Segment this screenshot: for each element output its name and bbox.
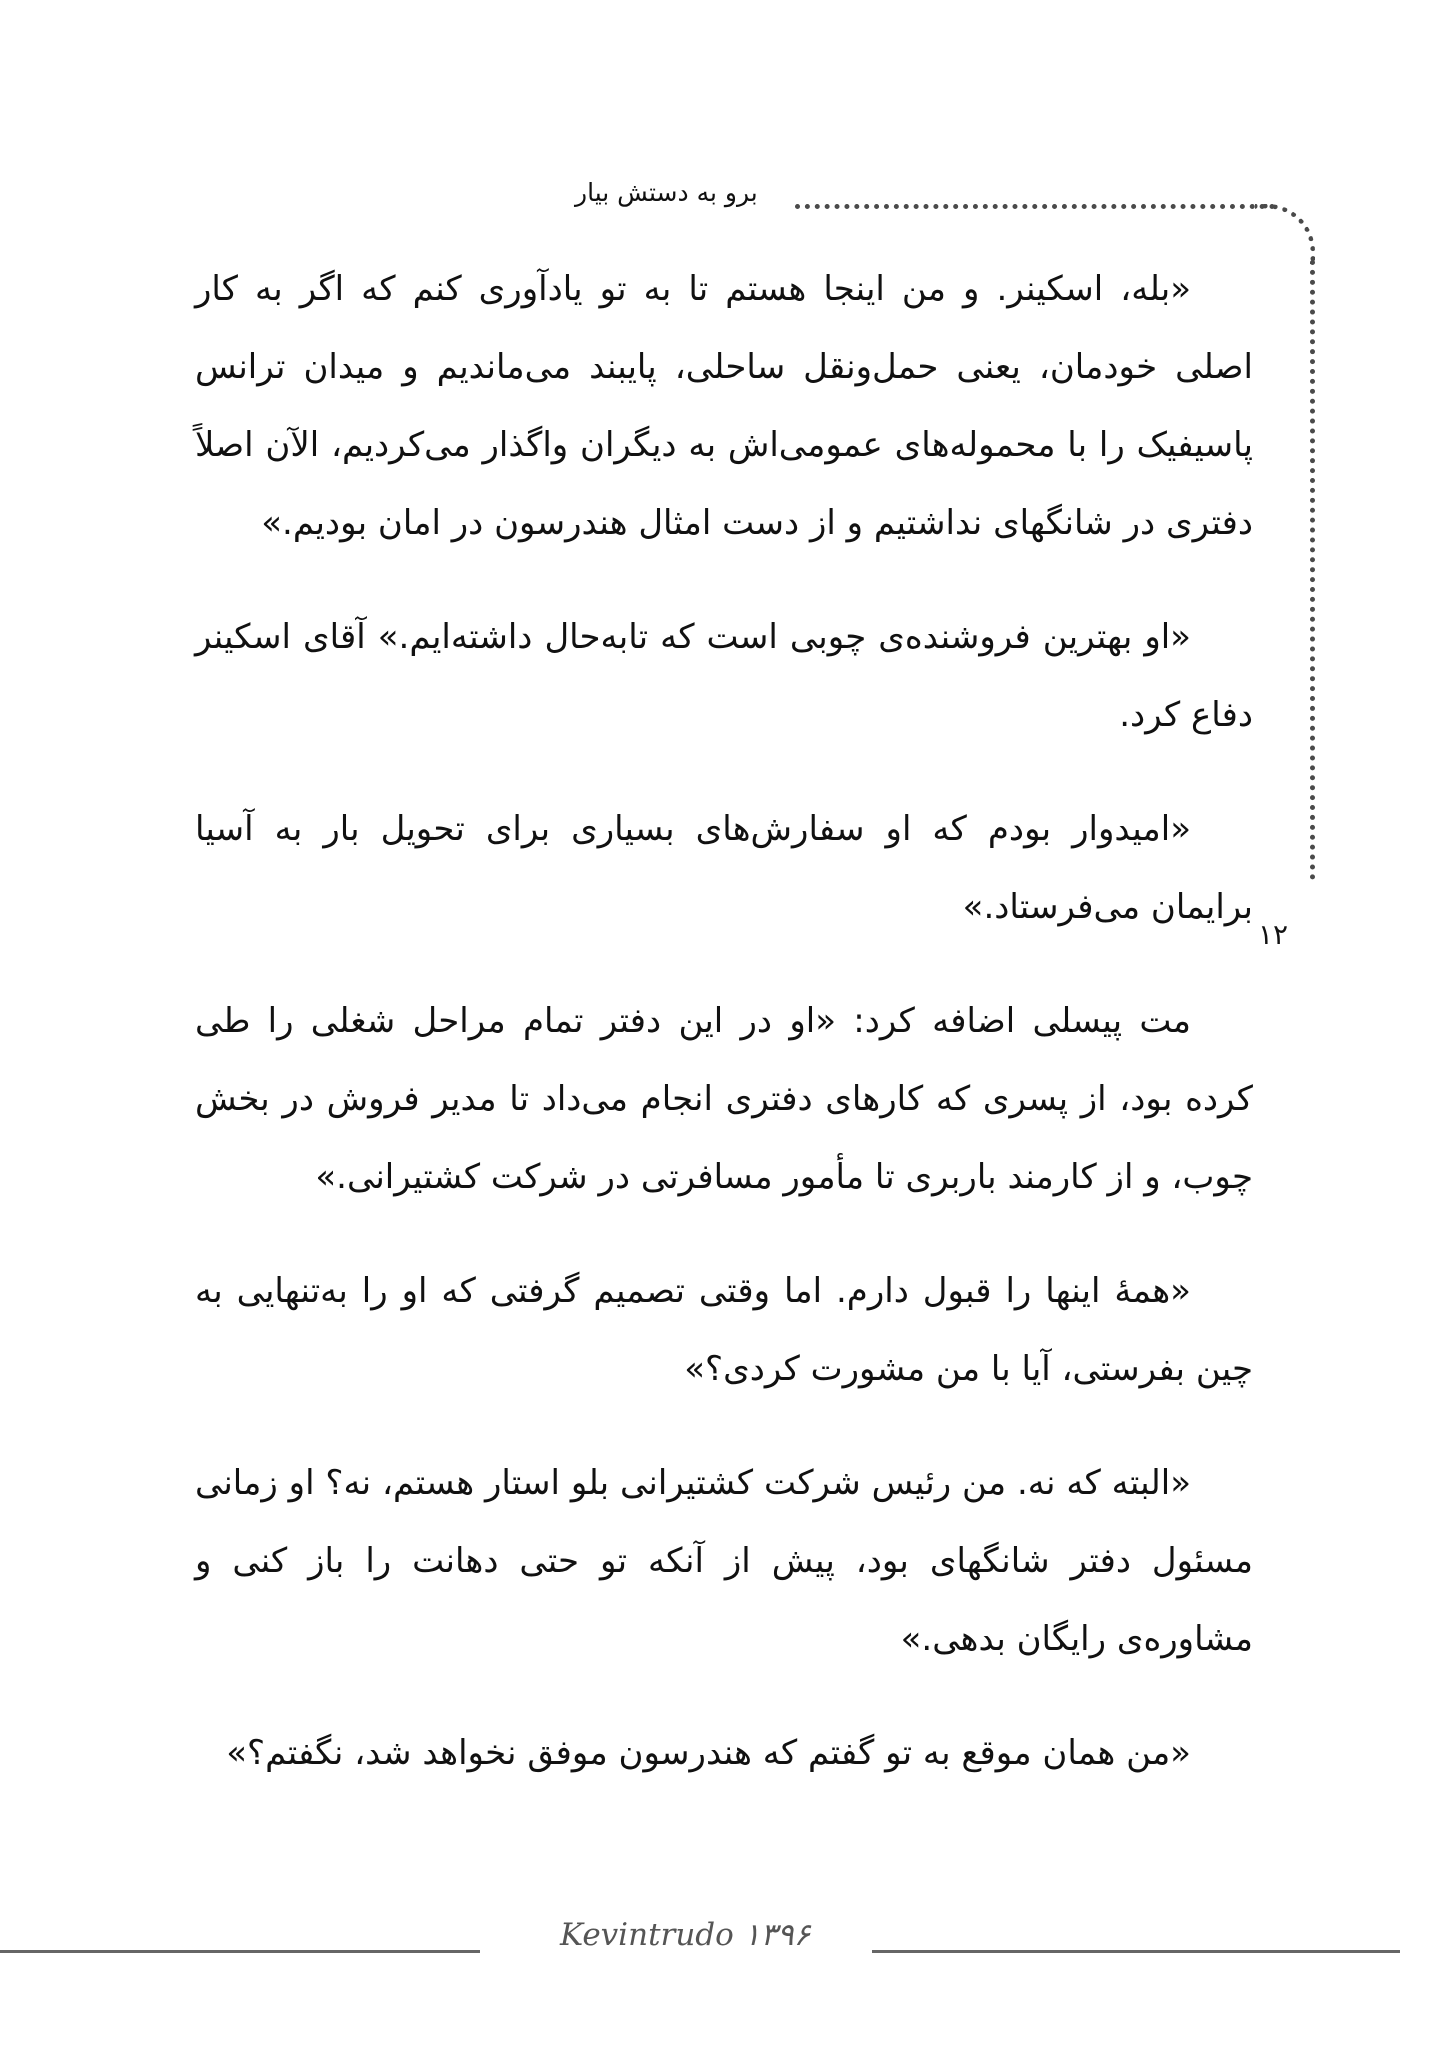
header-dotted-rule <box>795 204 1275 209</box>
page-number: ۱۲ <box>1258 918 1289 951</box>
running-header: برو به دستش بیار <box>575 178 758 207</box>
paragraph: «من همان موقع به تو گفتم که هندرسون موفق نخواهد شد، نگفتم؟» <box>226 1733 1191 1773</box>
paragraph: مت پیسلی اضافه کرد: «او در این دفتر تمام مراحل شغلی را طی کرده بود، از پسری که کارهای دفتری انجام می‌داد تا مدیر فروش در بخش چوب، و از کارمند باربری تا مأمور مسافرتی در شرکت کشتیرانی.» <box>195 1001 1253 1197</box>
header-dotted-corner <box>1255 204 1315 264</box>
paragraph: «البته که نه. من رئیس شرکت کشتیرانی بلو استار هستم، نه؟ او زمانی مسئول دفتر شانگهای بود، پیش از آنکه تو حتی دهانت را باز کنی و مشاوره‌ی رایگان بدهی.» <box>195 1463 1253 1659</box>
paragraph: «بله، اسکینر. و من اینجا هستم تا به تو یادآوری کنم که اگر به کار اصلی خودمان، یعنی حمل‌ونقل ساحلی، پایبند می‌ماندیم و میدان ترانس پاسیفیک را با محموله‌های عمومی‌اش به دیگران واگذار می‌کردیم، الآن اصلاً دفتری در شانگهای نداشتیم و از دست امثال هندرسون در امان بودیم.» <box>195 269 1253 543</box>
footer-rule-right <box>872 1950 1400 1953</box>
footer-text: Kevintrudo ۱۳۹۶ <box>560 1917 811 1953</box>
paragraph: «او بهترین فروشنده‌ی چوبی است که تابه‌حال داشته‌ایم.» آقای اسکینر دفاع کرد. <box>195 617 1253 735</box>
paragraph: «امیدوار بودم که او سفارش‌های بسیاری برای تحویل بار به آسیا برایمان می‌فرستاد.» <box>195 809 1253 927</box>
body-text <box>195 250 1253 1828</box>
paragraph: «همهٔ اینها را قبول دارم. اما وقتی تصمیم گرفتی که او را به‌تنهایی به چین بفرستی، آیا با من مشورت کردی؟» <box>195 1271 1253 1389</box>
margin-dotted-rule <box>1310 260 1315 880</box>
footer-rule-left <box>0 1950 480 1953</box>
